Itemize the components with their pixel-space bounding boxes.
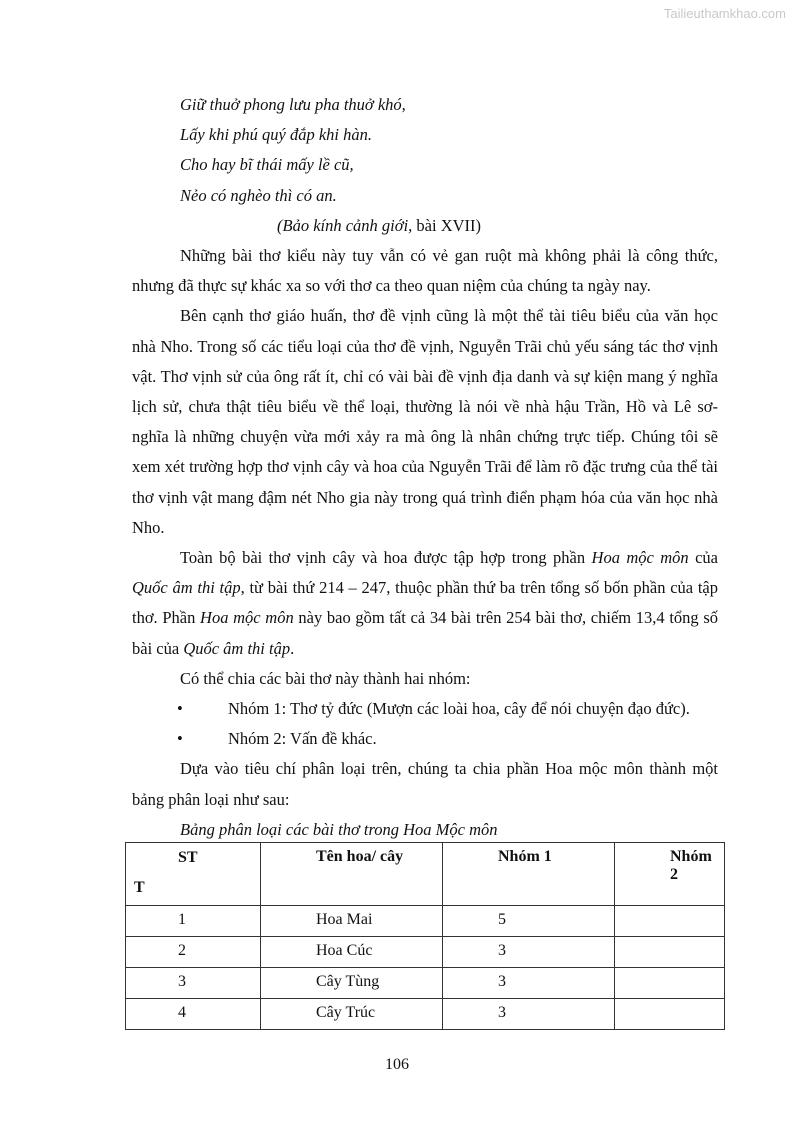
header-name: Tên hoa/ cây — [261, 843, 443, 906]
table-header-row — [126, 843, 725, 906]
bullet-icon: • — [177, 699, 183, 719]
cell-name: Hoa Cúc — [261, 937, 443, 968]
bullet-item — [132, 724, 718, 754]
table-row — [126, 999, 725, 1030]
cell-stt: 2 — [126, 937, 261, 968]
paragraph — [132, 543, 718, 664]
text: Toàn bộ bài thơ vịnh cây và hoa được tập hợp trong phần — [180, 548, 592, 568]
paragraph: Có thể chia các bài thơ này thành hai nhóm: — [180, 668, 471, 688]
classification-table — [125, 842, 725, 1030]
table-caption: Bảng phân loại các bài thơ trong Hoa Mộc môn — [180, 819, 498, 839]
cell-group2 — [615, 968, 725, 999]
italic-text: Quốc âm thi tập — [132, 578, 241, 598]
italic-text: Quốc âm thi tập — [183, 638, 291, 658]
bullet-icon: • — [177, 729, 183, 749]
italic-text: Hoa mộc môn — [591, 548, 689, 568]
text: , từ bài thứ 214 – 247, thuộc phần thứ ba trên tổng số bốn phần của tập thơ. Phần — [132, 578, 718, 628]
poem-line: Nẻo có nghèo thì có an. — [180, 185, 337, 205]
cell-group2 — [615, 906, 725, 937]
poem-line: Giữ thuở phong lưu pha thuở khó, — [180, 95, 406, 114]
citation-title: (Bảo kính cảnh giới, — [277, 215, 413, 235]
citation-rest: bài XVII) — [412, 215, 482, 235]
cell-group1: 3 — [443, 968, 615, 999]
header-group1: Nhóm 1 — [443, 843, 615, 906]
table-row — [126, 937, 725, 968]
text: . — [290, 638, 295, 658]
cell-group2 — [615, 937, 725, 968]
page-body — [132, 90, 718, 845]
cell-stt: 4 — [126, 999, 261, 1030]
bullet-text: Nhóm 2: Vấn đề khác. — [228, 729, 377, 749]
cell-name: Hoa Mai — [261, 906, 443, 937]
cell-name: Cây Tùng — [261, 968, 443, 999]
watermark: Tailieuthamkhao.com — [663, 6, 786, 21]
poem-line: Cho hay bĩ thái mấy lề cũ, — [180, 155, 354, 175]
page-number: 106 — [385, 1056, 409, 1073]
bullet-text: Nhóm 1: Thơ tỷ đức (Mượn các loài hoa, cây để nói chuyện đạo đức). — [228, 699, 690, 719]
cell-name: Cây Trúc — [261, 999, 443, 1030]
cell-group1: 3 — [443, 937, 615, 968]
poem-line: Lấy khi phú quý đắp khi hàn. — [180, 125, 373, 145]
paragraph: Những bài thơ kiểu này tuy vẫn có vẻ gan ruột mà không phải là công thức, nhưng đã thực sự khác xa so với thơ ca theo quan niệm của chúng ta ngày nay. — [132, 246, 718, 296]
poem-citation — [132, 211, 718, 241]
cell-group2 — [615, 999, 725, 1030]
table-row — [126, 906, 725, 937]
paragraph: Dựa vào tiêu chí phân loại trên, chúng ta chia phần Hoa mộc môn thành một bảng phân loại như sau: — [132, 759, 718, 809]
cell-stt: 3 — [126, 968, 261, 999]
cell-group1: 3 — [443, 999, 615, 1030]
header-stt: ST T — [126, 843, 261, 906]
header-group2: Nhóm 2 — [615, 843, 725, 906]
bullet-item — [132, 694, 718, 724]
italic-text: Hoa mộc môn — [200, 608, 294, 628]
text: này bao gồm tất cả 34 bài trên 254 bài thơ, chiếm 13,4 tổng số bài của — [132, 608, 718, 658]
text: của — [688, 548, 718, 568]
cell-group1: 5 — [443, 906, 615, 937]
table-row — [126, 968, 725, 999]
cell-stt: 1 — [126, 906, 261, 937]
paragraph: Bên cạnh thơ giáo huấn, thơ đề vịnh cũng là một thể tài tiêu biểu của văn học nhà Nho. Trong số các tiểu loại của thơ đề vịnh, Nguyễn Trãi chủ yếu sáng tác thơ vịnh vật. Thơ vịnh sử của ông rất ít, chỉ có vài bài đề vịnh địa danh và sự kiện mang ý nghĩa lịch sử, chưa thật tiêu biểu về thể loại, thường là nói về nhà hậu Trần, Hồ và Lê sơ- nghĩa là những chuyện vừa mới xảy ra mà ông là nhân chứng trực tiếp. Chúng tôi sẽ xem xét trường hợp thơ vịnh cây và hoa của Nguyễn Trãi để làm rõ đặc trưng của thể tài thơ vịnh vật mang đậm nét Nho gia này trong quá trình điển phạm hóa của văn học nhà Nho. — [132, 306, 718, 537]
